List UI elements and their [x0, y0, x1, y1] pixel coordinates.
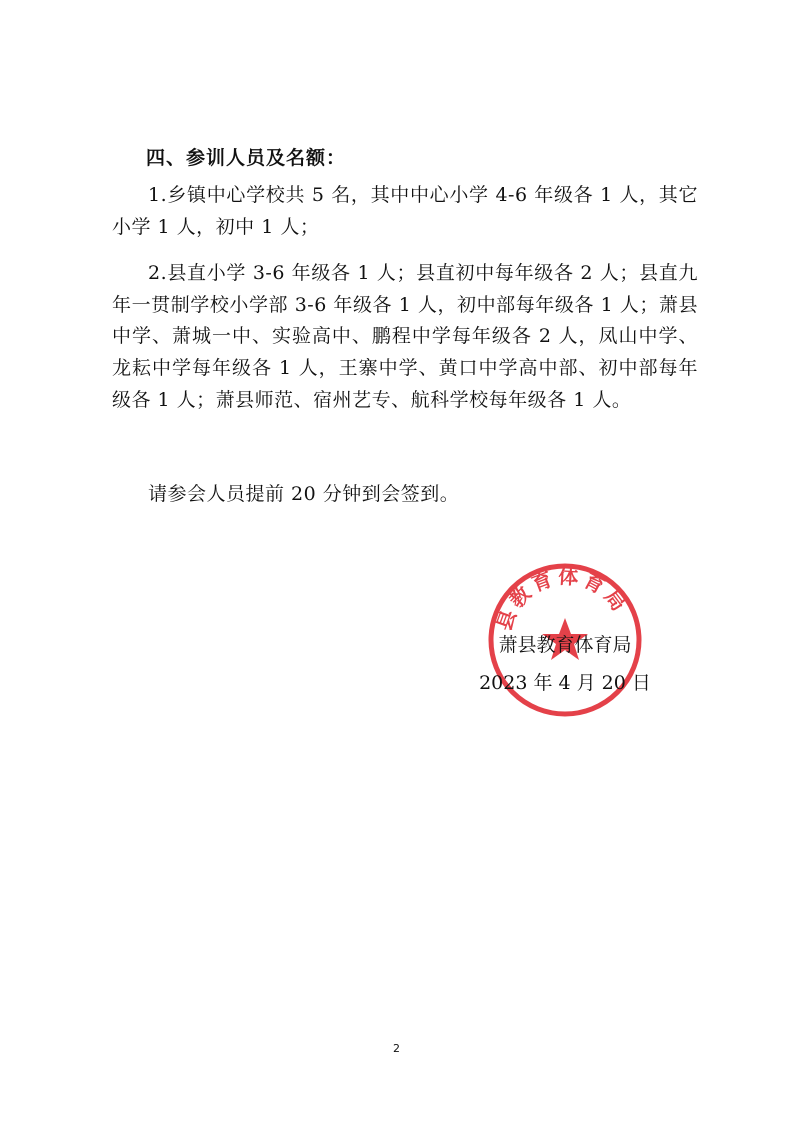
- section-heading: 四、参训人员及名额：: [146, 147, 347, 169]
- quota-item-2: 2.县直小学 3-6 年级各 1 人；县直初中每年级各 2 人；县直九年一贯制学校小学部 3-6 年级各 1 人，初中部每年级各 1 人；萧县中学、萧城一中、实验高中、鹏程中学每年级各 2 人，凤山中学、龙耘中学每年级各 1 人，王寨中学、黄口中学高中部、初中部每年级各 1 人；萧县师范、宿州艺专、航科学校每年级各 1 人。: [112, 262, 698, 411]
- seal-text: 县教育体育局: [491, 564, 634, 634]
- page-number: 2: [393, 1042, 400, 1055]
- quota-item-1: 1.乡镇中心学校共 5 名，其中中心小学 4-6 年级各 1 人，其它小学 1 人，初中 1 人；: [112, 184, 698, 238]
- issue-date: 2023 年 4 月 20 日: [479, 672, 651, 694]
- check-in-notice: 请参会人员提前 20 分钟到会签到。: [148, 483, 460, 505]
- signoff-block: [470, 626, 660, 702]
- issuing-organization: 萧县教育体育局: [498, 634, 632, 656]
